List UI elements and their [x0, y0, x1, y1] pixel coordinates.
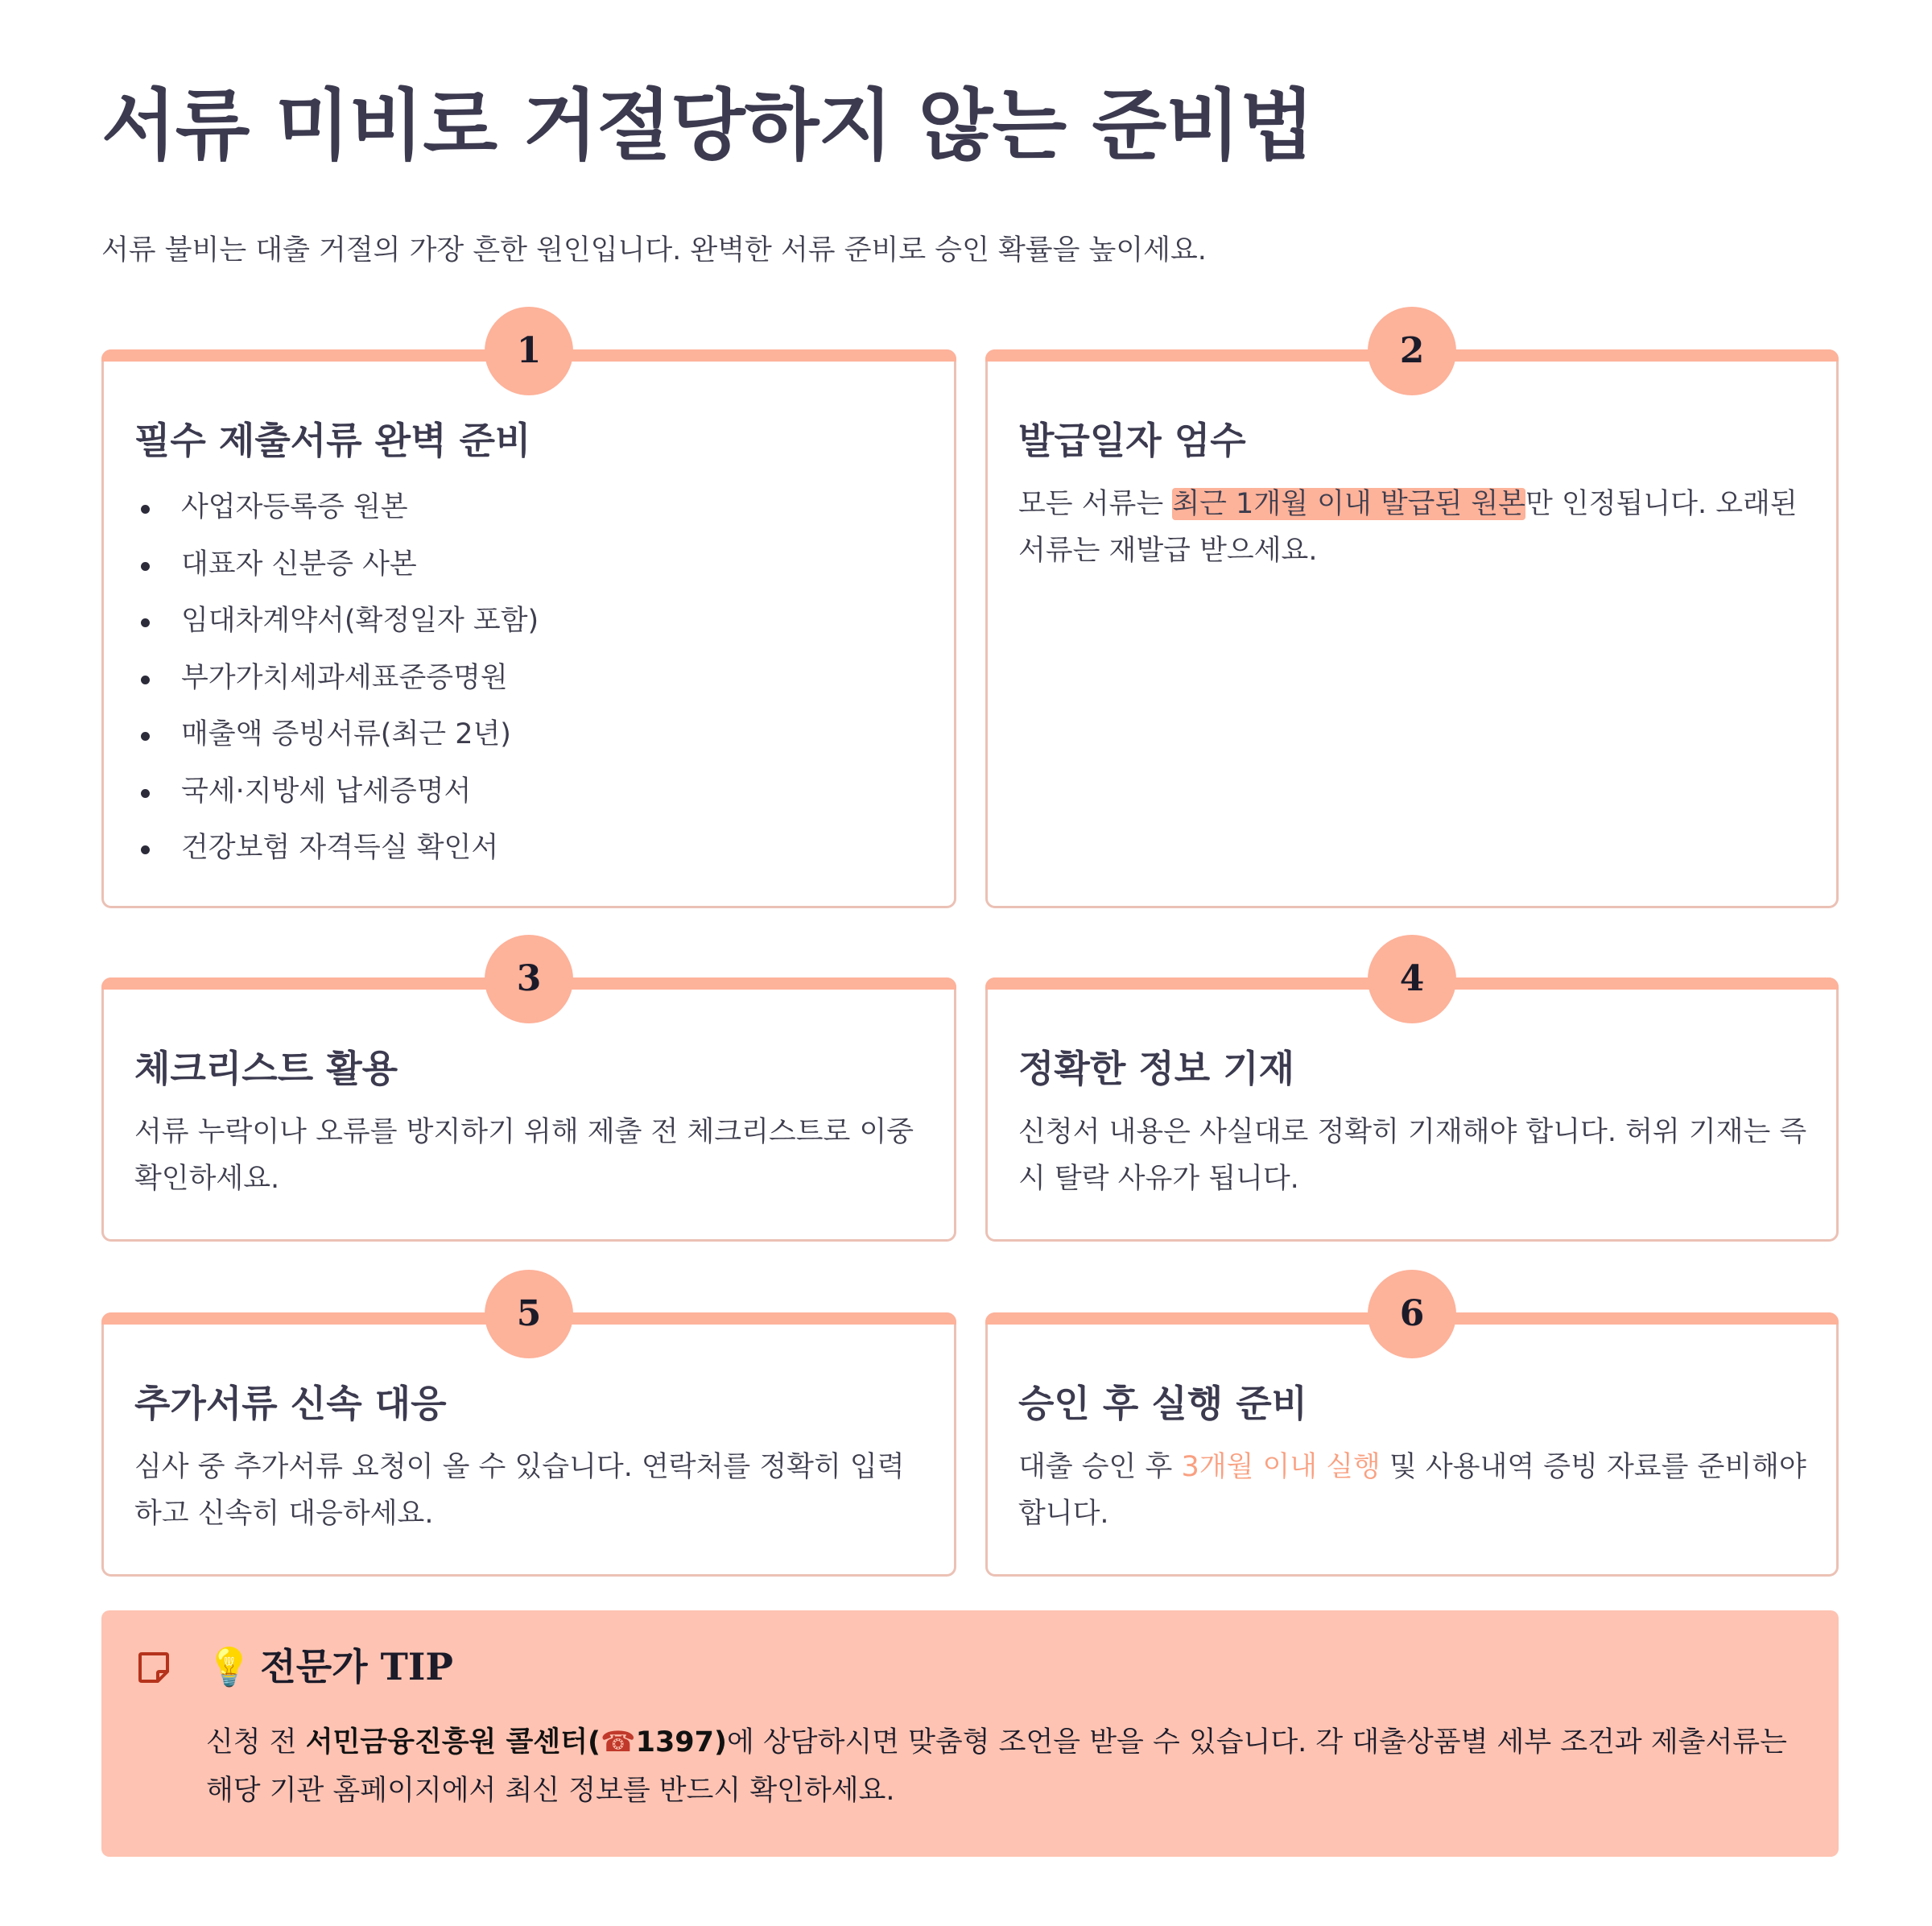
card-body-text: 및 사용내역 증빙 자료를 준비해야 합니다. — [1018, 1451, 1806, 1530]
tip-text: 에 상담하시면 맞춤형 조언을 받을 수 있습니다. 각 대출상품별 세부 조건과 제출서류는 해당 기관 홈페이지에서 최신 정보를 반드시 확인하세요. — [206, 1726, 1787, 1807]
expert-tip-box — [101, 1610, 1839, 1857]
call-center-number: 1397) — [635, 1726, 728, 1759]
phone-icon: ☎ — [600, 1726, 636, 1759]
card-body — [1018, 1444, 1812, 1537]
card-heading: 필수 제출서류 완벽 준비 — [134, 419, 531, 462]
list-item: 국세·지방세 납세증명서 — [134, 763, 539, 820]
card-execution-prep — [985, 1293, 1839, 1577]
list-item: 대표자 신분증 사본 — [134, 536, 539, 593]
call-center-name: 서민금융진흥원 콜센터( — [305, 1726, 601, 1759]
list-item: 사업자등록증 원본 — [134, 479, 539, 536]
tip-body — [206, 1718, 1798, 1815]
card-heading: 추가서류 신속 대응 — [134, 1382, 447, 1425]
list-item: 매출액 증빙서류(최근 2년) — [134, 706, 539, 763]
list-item: 임대차계약서(확정일자 포함) — [134, 593, 539, 650]
step-number-badge: 1 — [485, 307, 573, 395]
light-bulb-icon: 💡 — [206, 1645, 253, 1688]
tip-heading — [206, 1643, 453, 1691]
card-heading: 정확한 정보 기재 — [1018, 1047, 1295, 1090]
card-accurate-info — [985, 958, 1839, 1242]
sticky-note-icon — [137, 1651, 171, 1684]
accent-text: 3개월 이내 실행 — [1181, 1451, 1381, 1483]
card-body-text: 대출 승인 후 — [1018, 1451, 1182, 1483]
step-number-badge: 2 — [1368, 307, 1456, 395]
page-title: 서류 미비로 거절당하지 않는 준비법 — [101, 81, 1314, 171]
card-additional-documents — [101, 1293, 956, 1577]
step-number-badge: 4 — [1368, 935, 1456, 1023]
list-item: 건강보험 자격득실 확인서 — [134, 820, 539, 877]
step-number-badge: 3 — [485, 935, 573, 1023]
card-body: 서류 누락이나 오류를 방지하기 위해 제출 전 체크리스트로 이중 확인하세요. — [134, 1116, 914, 1195]
tip-heading-text: 전문가 TIP — [260, 1645, 453, 1688]
card-heading: 체크리스트 활용 — [134, 1047, 398, 1090]
step-number-badge: 6 — [1368, 1270, 1456, 1358]
card-issue-date — [985, 330, 1839, 908]
card-heading: 발급일자 엄수 — [1018, 419, 1246, 462]
card-body: 신청서 내용은 사실대로 정확히 기재해야 합니다. 허위 기재는 즉시 탈락 사유가 됩니다. — [1018, 1116, 1807, 1195]
card-body-text: 모든 서류는 — [1018, 488, 1173, 520]
step-number-badge: 5 — [485, 1270, 573, 1358]
highlighted-text: 최근 1개월 이내 발급된 원본 — [1172, 488, 1525, 520]
card-checklist — [101, 958, 956, 1242]
card-body — [1018, 481, 1812, 574]
document-list — [134, 479, 539, 877]
list-item: 부가가치세과세표준증명원 — [134, 650, 539, 707]
card-body-text: 만 인정됩니다. 오래된 서류는 재발급 받으세요. — [1018, 488, 1798, 567]
card-body: 심사 중 추가서류 요청이 올 수 있습니다. 연락처를 정확히 입력하고 신속히 대응하세요. — [134, 1451, 905, 1530]
page-subtitle: 서류 불비는 대출 거절의 가장 흔한 원인입니다. 완벽한 서류 준비로 승인 확률을 높이세요. — [101, 234, 1207, 267]
card-heading: 승인 후 실행 준비 — [1018, 1382, 1308, 1425]
card-required-documents — [101, 330, 956, 908]
tip-text: 신청 전 — [206, 1726, 306, 1759]
